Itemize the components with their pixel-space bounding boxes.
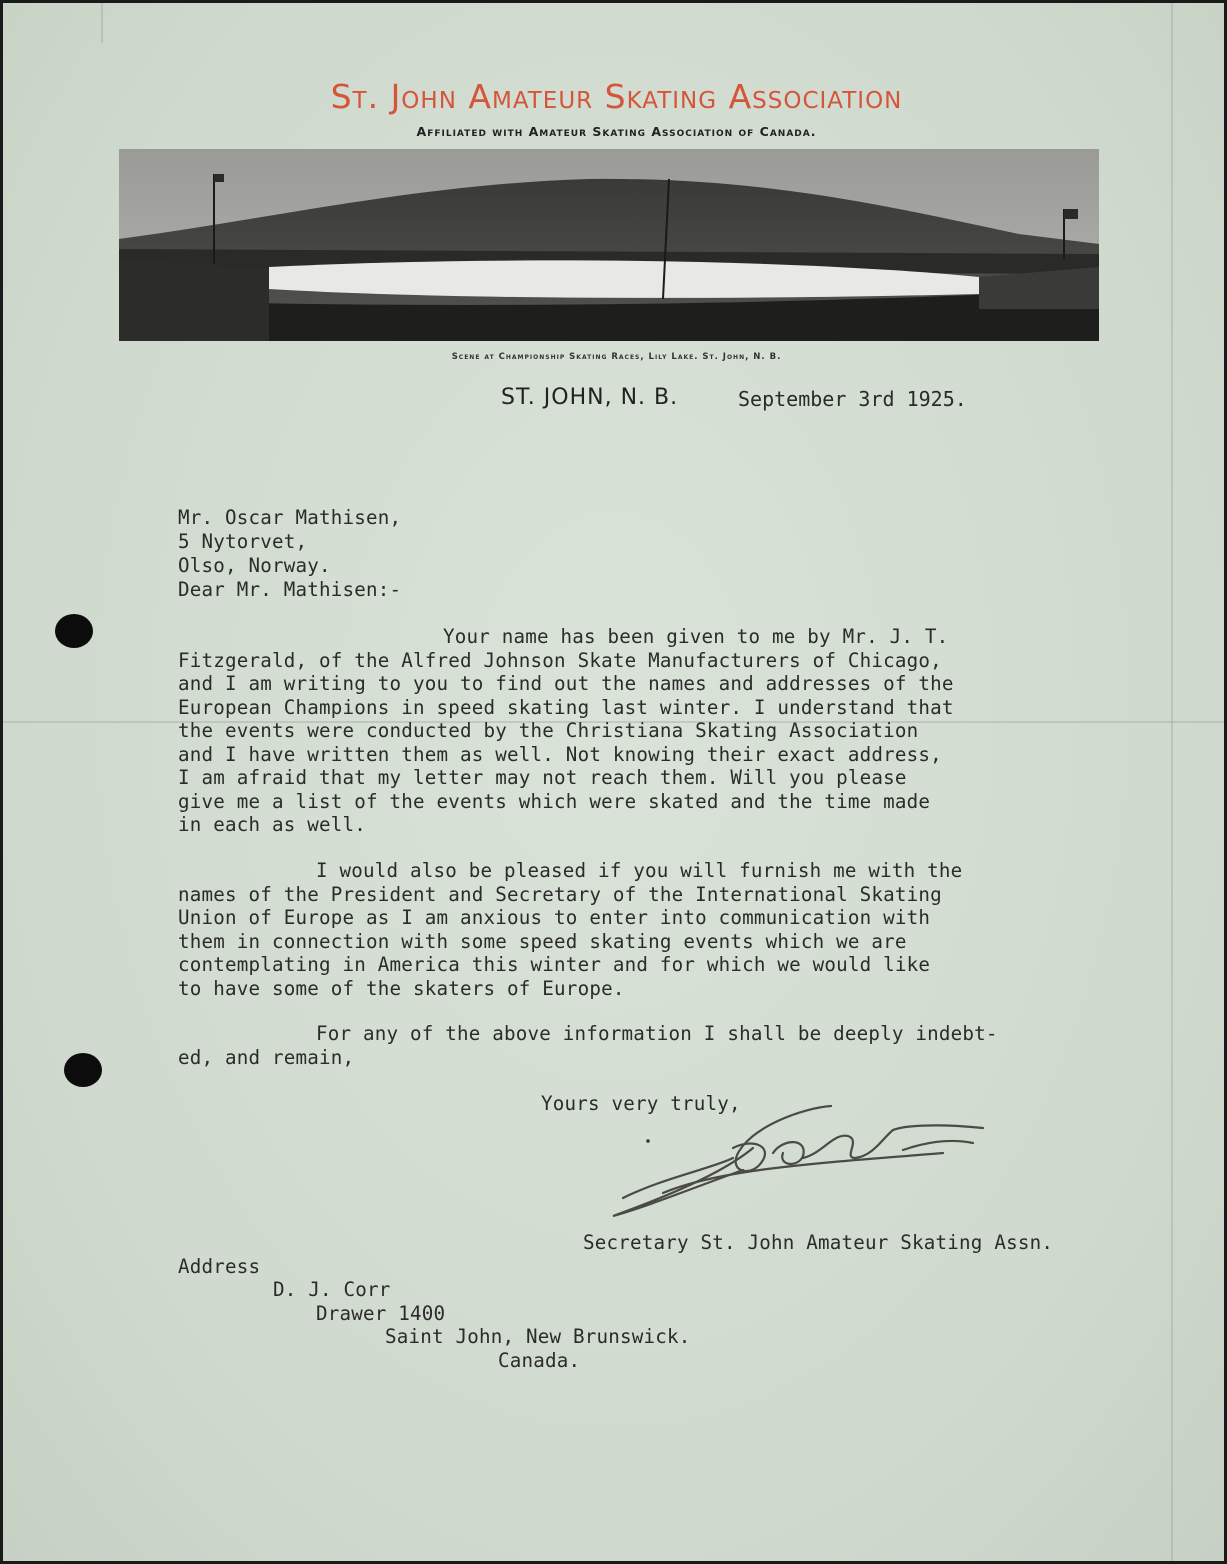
recipient-street: 5 Nytorvet, [178,530,308,553]
paragraph1-line3: and I am writing to you to find out the names and addresses of the [178,672,954,695]
letterhead-affiliation: Affiliated with Amateur Skating Association of Canada. [416,124,817,139]
paragraph3-line2: ed, and remain, [178,1046,355,1069]
address-label: Address [178,1255,261,1278]
address-line3: Canada. [498,1349,581,1372]
paragraph1-line8: give me a list of the events which were skated and the time made [178,790,931,813]
paragraph1-line7: I am afraid that my letter may not reach them. Will you please [178,766,907,789]
closing: Yours very truly, [541,1092,741,1115]
lake-scene-illustration [119,149,1099,341]
salutation: Dear Mr. Mathisen:- [178,578,402,601]
paragraph2-line6: to have some of the skaters of Europe. [178,977,625,1000]
punch-hole-lower [64,1053,102,1087]
recipient-city: Olso, Norway. [178,554,331,577]
paper-tear-mark [101,3,103,43]
paragraph1-line9: in each as well. [178,813,367,836]
paragraph1-line6: and I have written them as well. Not knowing their exact address, [178,743,942,766]
address-name: D. J. Corr [273,1278,391,1301]
paragraph2-line2: names of the President and Secretary of the International Skating [178,883,942,906]
letterhead-title: St. John Amateur Skating Association [330,77,903,116]
address-line2: Saint John, New Brunswick. [385,1325,691,1348]
signature-title: Secretary St. John Amateur Skating Assn. [583,1231,1054,1254]
address-line1: Drawer 1400 [316,1302,446,1325]
paragraph2-line1: I would also be pleased if you will furnish me with the [316,859,963,882]
paragraph3-line1: For any of the above information I shall be deeply indebt- [316,1022,998,1045]
dateline-place: ST. JOHN, N. B. [501,385,679,410]
paragraph2-line5: contemplating in America this winter and for which we would like [178,953,931,976]
paragraph2-line4: them in connection with some speed skating events which we are [178,930,907,953]
paragraph2-line3: Union of Europe as I am anxious to enter into communication with [178,906,931,929]
recipient-name: Mr. Oscar Mathisen, [178,506,402,529]
paper-fold-vertical [1171,3,1173,1564]
letter-date: September 3rd 1925. [738,387,967,411]
paragraph1-line4: European Champions in speed skating last winter. I understand that [178,696,954,719]
paragraph1-line5: the events were conducted by the Christiana Skating Association [178,719,919,742]
paragraph1-line2: Fitzgerald, of the Alfred Johnson Skate Manufacturers of Chicago, [178,649,942,672]
skating-races-photo [119,149,1099,341]
handwritten-signature [603,1098,993,1218]
photo-caption: Scene at Championship Skating Races, Lily Lake. St. John, N. B. [451,352,782,362]
punch-hole-upper [55,614,93,648]
paragraph1-line1: Your name has been given to me by Mr. J. T. [443,625,949,648]
